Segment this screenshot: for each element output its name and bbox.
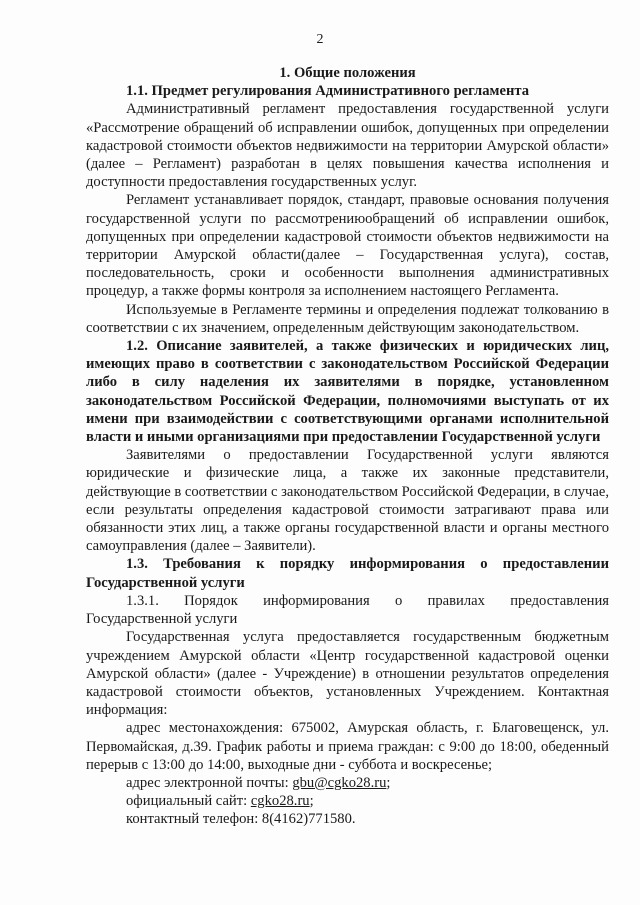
contact-site-label: официальный сайт:: [126, 793, 251, 810]
page-number: 2: [316, 32, 324, 47]
paragraph-1-2-applicants: Заявителями о предоставлении Государственной услуги являются юридические и физические лица, а также их законные представители, действующие в соответствии с законодательством Российской Федерации, в случае, если результаты определения кадастровой стоимости затрагивают права или обязанности этих лиц, а также органы государственной власти и органы местного самоуправления (далее – Заявители).: [86, 447, 609, 555]
paragraph-1-1-regulation: Административный регламент предоставления государственной услуги «Рассмотрение обращений об исправлении ошибок, допущенных при определении кадастровой стоимости объектов недвижимости на территории Амурской области» (далее – Регламент) разработан в целях повышения качества исполнения и доступности предоставления государственных услуг.: [86, 101, 609, 191]
section-heading-1-1: 1.1. Предмет регулирования Административного регламента: [126, 83, 530, 100]
section-heading-1-3: 1.3. Требования к порядку информирования о предоставлении Государственной услуги: [86, 556, 609, 591]
contact-phone: контактный телефон: 8(4162)771580.: [126, 811, 356, 828]
section-heading-1-2: 1.2. Описание заявителей, а также физических и юридических лиц, имеющих право в соответствии с законодательством Российской Федерации либо в силу наделения их заявителями в порядке, установленном законодательством Российской Федерации, полномочиями выступать от их имени при взаимодействии с соответствующими органами исполнительной власти и иными организациями при предоставлении Государственной услуги: [86, 338, 609, 446]
section-heading-general: 1. Общие положения: [279, 65, 416, 81]
contact-site-link[interactable]: cgko28.ru: [250, 793, 310, 810]
contact-email-label: адрес электронной почты:: [126, 774, 293, 791]
contact-email-link[interactable]: gbu@cgko28.ru: [292, 774, 387, 791]
contact-email-suffix: ;: [386, 774, 391, 791]
document-body: [86, 62, 609, 829]
paragraph-1-1-scope: Регламент устанавливает порядок, стандарт, правовые основания получения государственной услуги по рассмотрениюобращений об исправлении ошибок, допущенных при определении кадастровой стоимости объектов недвижимости на территории Амурской области(далее – Государственная услуга), состав, последовательность, сроки и особенности выполнения административных процедур, а также формы контроля за исполнением настоящего Регламента.: [86, 192, 609, 300]
subsection-heading-1-3-1: 1.3.1. Порядок информирования о правилах предоставления Государственной услуги: [86, 592, 609, 628]
contact-email-line: [86, 774, 609, 792]
contact-site-suffix: ;: [309, 793, 314, 810]
paragraph-1-1-terms: Используемые в Регламенте термины и определения подлежат толкованию в соответствии с их значением, определенным действующим законодательством.: [86, 301, 609, 336]
contact-site-line: [86, 792, 609, 810]
contact-address: адрес местонахождения: 675002, Амурская область, г. Благовещенск, ул. Первомайская, д.39. График работы и приема граждан: с 9:00 до 18:00, обеденный перерыв с 13:00 до 14:00, выходные дни - суббота и воскресенье;: [86, 720, 609, 773]
paragraph-1-3-provider: Государственная услуга предоставляется государственным бюджетным учреждением Амурской области «Центр государственной кадастровой оценки Амурской области» (далее - Учреждение) в отношении результатов определения кадастровой стоимости объектов, установленных Учреждением. Контактная информация:: [86, 629, 609, 719]
